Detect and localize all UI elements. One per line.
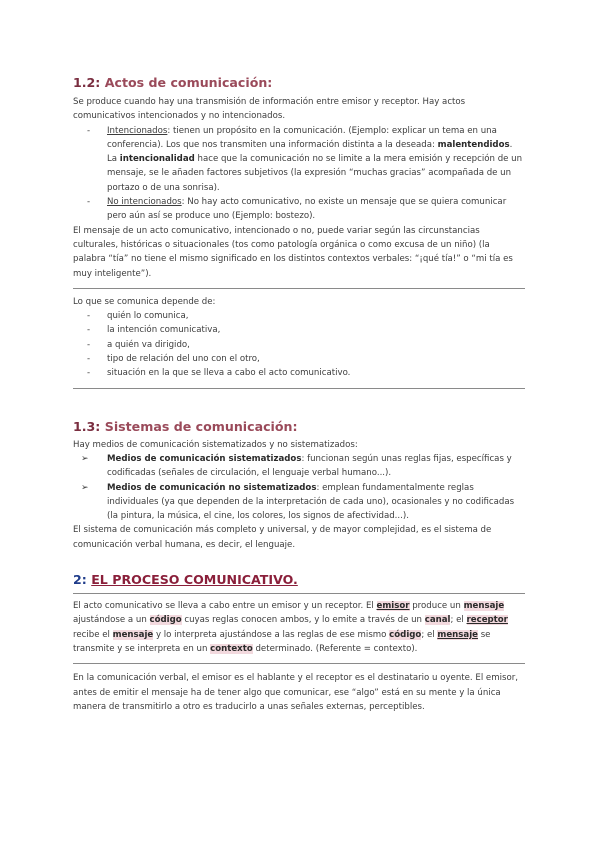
text-span: ; el: [421, 629, 438, 640]
divider: [73, 388, 525, 389]
text-span: hace que la comunicación no se limite a la mera emisión y recepción de un mensaje, se le añaden factores subjetivos (la expresión “muchas gracias” acompañada de un portazo o de una sonrisa).: [107, 154, 523, 193]
s2-paragraph-1: [73, 599, 525, 656]
s13-list-item-sistematizados: [73, 452, 525, 481]
term-mensaje: mensaje: [437, 629, 478, 640]
list-item: [73, 352, 525, 366]
dash-marker: -: [87, 368, 91, 379]
s13-list-item-no-sistematizados: [73, 481, 525, 524]
heading-1-2-title: Actos de comunicación:: [104, 75, 273, 90]
dash-marker: -: [87, 125, 91, 136]
text-span: se transmite y se interpreta en un: [73, 629, 491, 654]
list-item-text: a quién va dirigido,: [107, 339, 190, 350]
text-span: cuyas reglas conocen ambos, y lo emite a través de un: [181, 615, 425, 626]
text-span: recibe el: [73, 629, 113, 640]
bold-malentendidos: malentendidos: [437, 139, 510, 150]
dash-marker: -: [87, 325, 91, 336]
item-text: : emplean fundamentalmente reglas individuales (ya que dependen de la interpretación de cada uno), ocasionales y no codificadas (la pintura, la música, el cine, los colores, los signos de afectividad...).: [107, 482, 515, 522]
divider: [73, 663, 525, 664]
depends-intro: Lo que se comunica depende de:: [73, 296, 216, 307]
dash-marker: -: [87, 339, 91, 350]
text-span: produce un: [409, 601, 464, 612]
text-span: y lo interpreta ajustándose a las reglas de ese mismo: [153, 629, 390, 640]
dash-marker: -: [87, 197, 91, 208]
text-span: ajustándose a un: [73, 615, 150, 626]
heading-2-number: 2:: [73, 572, 87, 588]
list-item-text: situación en la que se lleva a cabo el acto comunicativo.: [107, 368, 351, 379]
divider: [73, 593, 525, 594]
item-end: .: [509, 139, 513, 150]
list-item: [73, 366, 525, 380]
term-mensaje: mensaje: [112, 629, 154, 640]
heading-1-3-number: 1.3:: [73, 418, 101, 434]
term-receptor: receptor: [466, 615, 508, 626]
arrow-bullet-icon: ➢: [81, 482, 89, 493]
heading-1-2-number: 1.2:: [73, 75, 101, 90]
s12-list-item-intencionados: [73, 124, 525, 153]
depends-list: [73, 309, 525, 380]
s12-intro: Se produce cuando hay una transmisión de información entre emisor y receptor. Hay actos comunicativos intencionados y no intencionados.: [73, 97, 466, 122]
list-item: [73, 338, 525, 352]
bold-no-sistematizados: Medios de comunicación no sistematizados: [107, 482, 317, 493]
item-text: : funcionan según unas reglas fijas, específicas y codificadas (señales de circulación, el lenguaje verbal humano...).: [107, 453, 512, 479]
item-text: : No hay acto comunicativo, no existe un mensaje que se quiera comunicar pero aún así se produce uno (Ejemplo: bostezo).: [107, 197, 507, 222]
dash-marker: -: [87, 311, 91, 322]
term-emisor: emisor: [376, 601, 410, 612]
text-span: La: [107, 154, 120, 165]
term-canal: canal: [424, 615, 451, 626]
list-item: [73, 309, 525, 323]
term-contexto: contexto: [210, 643, 253, 654]
s13-after-paragraph: El sistema de comunicación más completo y universal, y de mayor complejidad, es el sistema de comunicación verbal humana, es decir, el lenguaje.: [73, 525, 492, 550]
s12-after-paragraph: El mensaje de un acto comunicativo, intencionado o no, puede variar según las circunstancias culturales, históricas o situacionales (tos como patología orgánica o como excusa de un niño) (la palabra “tía” no tiene el mismo significado en los distintos contextos verbales: “¡qué tía!” o “mi tía es muy inteligente”).: [73, 225, 513, 279]
s13-intro: Hay medios de comunicación sistematizados y no sistematizados:: [73, 439, 358, 450]
document-content: [73, 75, 525, 714]
heading-1-2: [73, 75, 525, 91]
s12-intencionalidad-paragraph: [73, 152, 525, 195]
item-text: : tienen un propósito en la comunicación. (Ejemplo: explicar un tema en una conferencia). Los que nos transmiten una información distinta a la deseada:: [107, 125, 497, 150]
term-codigo: código: [149, 615, 182, 626]
s12-list-item-no-intencionados: [73, 195, 525, 224]
term-no-intencionados: No intencionados: [107, 197, 182, 208]
term-mensaje: mensaje: [463, 601, 505, 612]
text-span: determinado. (Referente = contexto).: [252, 643, 418, 654]
bold-sistematizados: Medios de comunicación sistematizados: [107, 453, 302, 464]
list-item-text: tipo de relación del uno con el otro,: [107, 354, 260, 365]
divider: [73, 288, 525, 289]
list-item-text: quién lo comunica,: [107, 311, 189, 322]
heading-2-title: EL PROCESO COMUNICATIVO.: [91, 572, 298, 588]
heading-2: [73, 572, 525, 588]
bold-intencionalidad: intencionalidad: [119, 154, 195, 165]
list-item: [73, 323, 525, 337]
text-span: ; el: [450, 615, 467, 626]
text-span: El acto comunicativo se lleva a cabo entre un emisor y un receptor. El: [73, 601, 377, 612]
arrow-bullet-icon: ➢: [81, 453, 89, 464]
s2-paragraph-2: En la comunicación verbal, el emisor es el hablante y el receptor es el destinatario u oyente. El emisor, antes de emitir el mensaje ha de tener algo que comunicar, ese “algo” está en su mente y la única manera de transmitirlo a otro es traducirlo a unas señales externas, perceptibles.: [73, 673, 518, 712]
term-codigo: código: [389, 629, 422, 640]
heading-1-3: [73, 419, 525, 435]
heading-1-3-title: Sistemas de comunicación:: [104, 418, 298, 434]
term-intencionados: Intencionados: [107, 125, 168, 136]
list-item-text: la intención comunicativa,: [107, 325, 221, 336]
dash-marker: -: [87, 354, 91, 365]
